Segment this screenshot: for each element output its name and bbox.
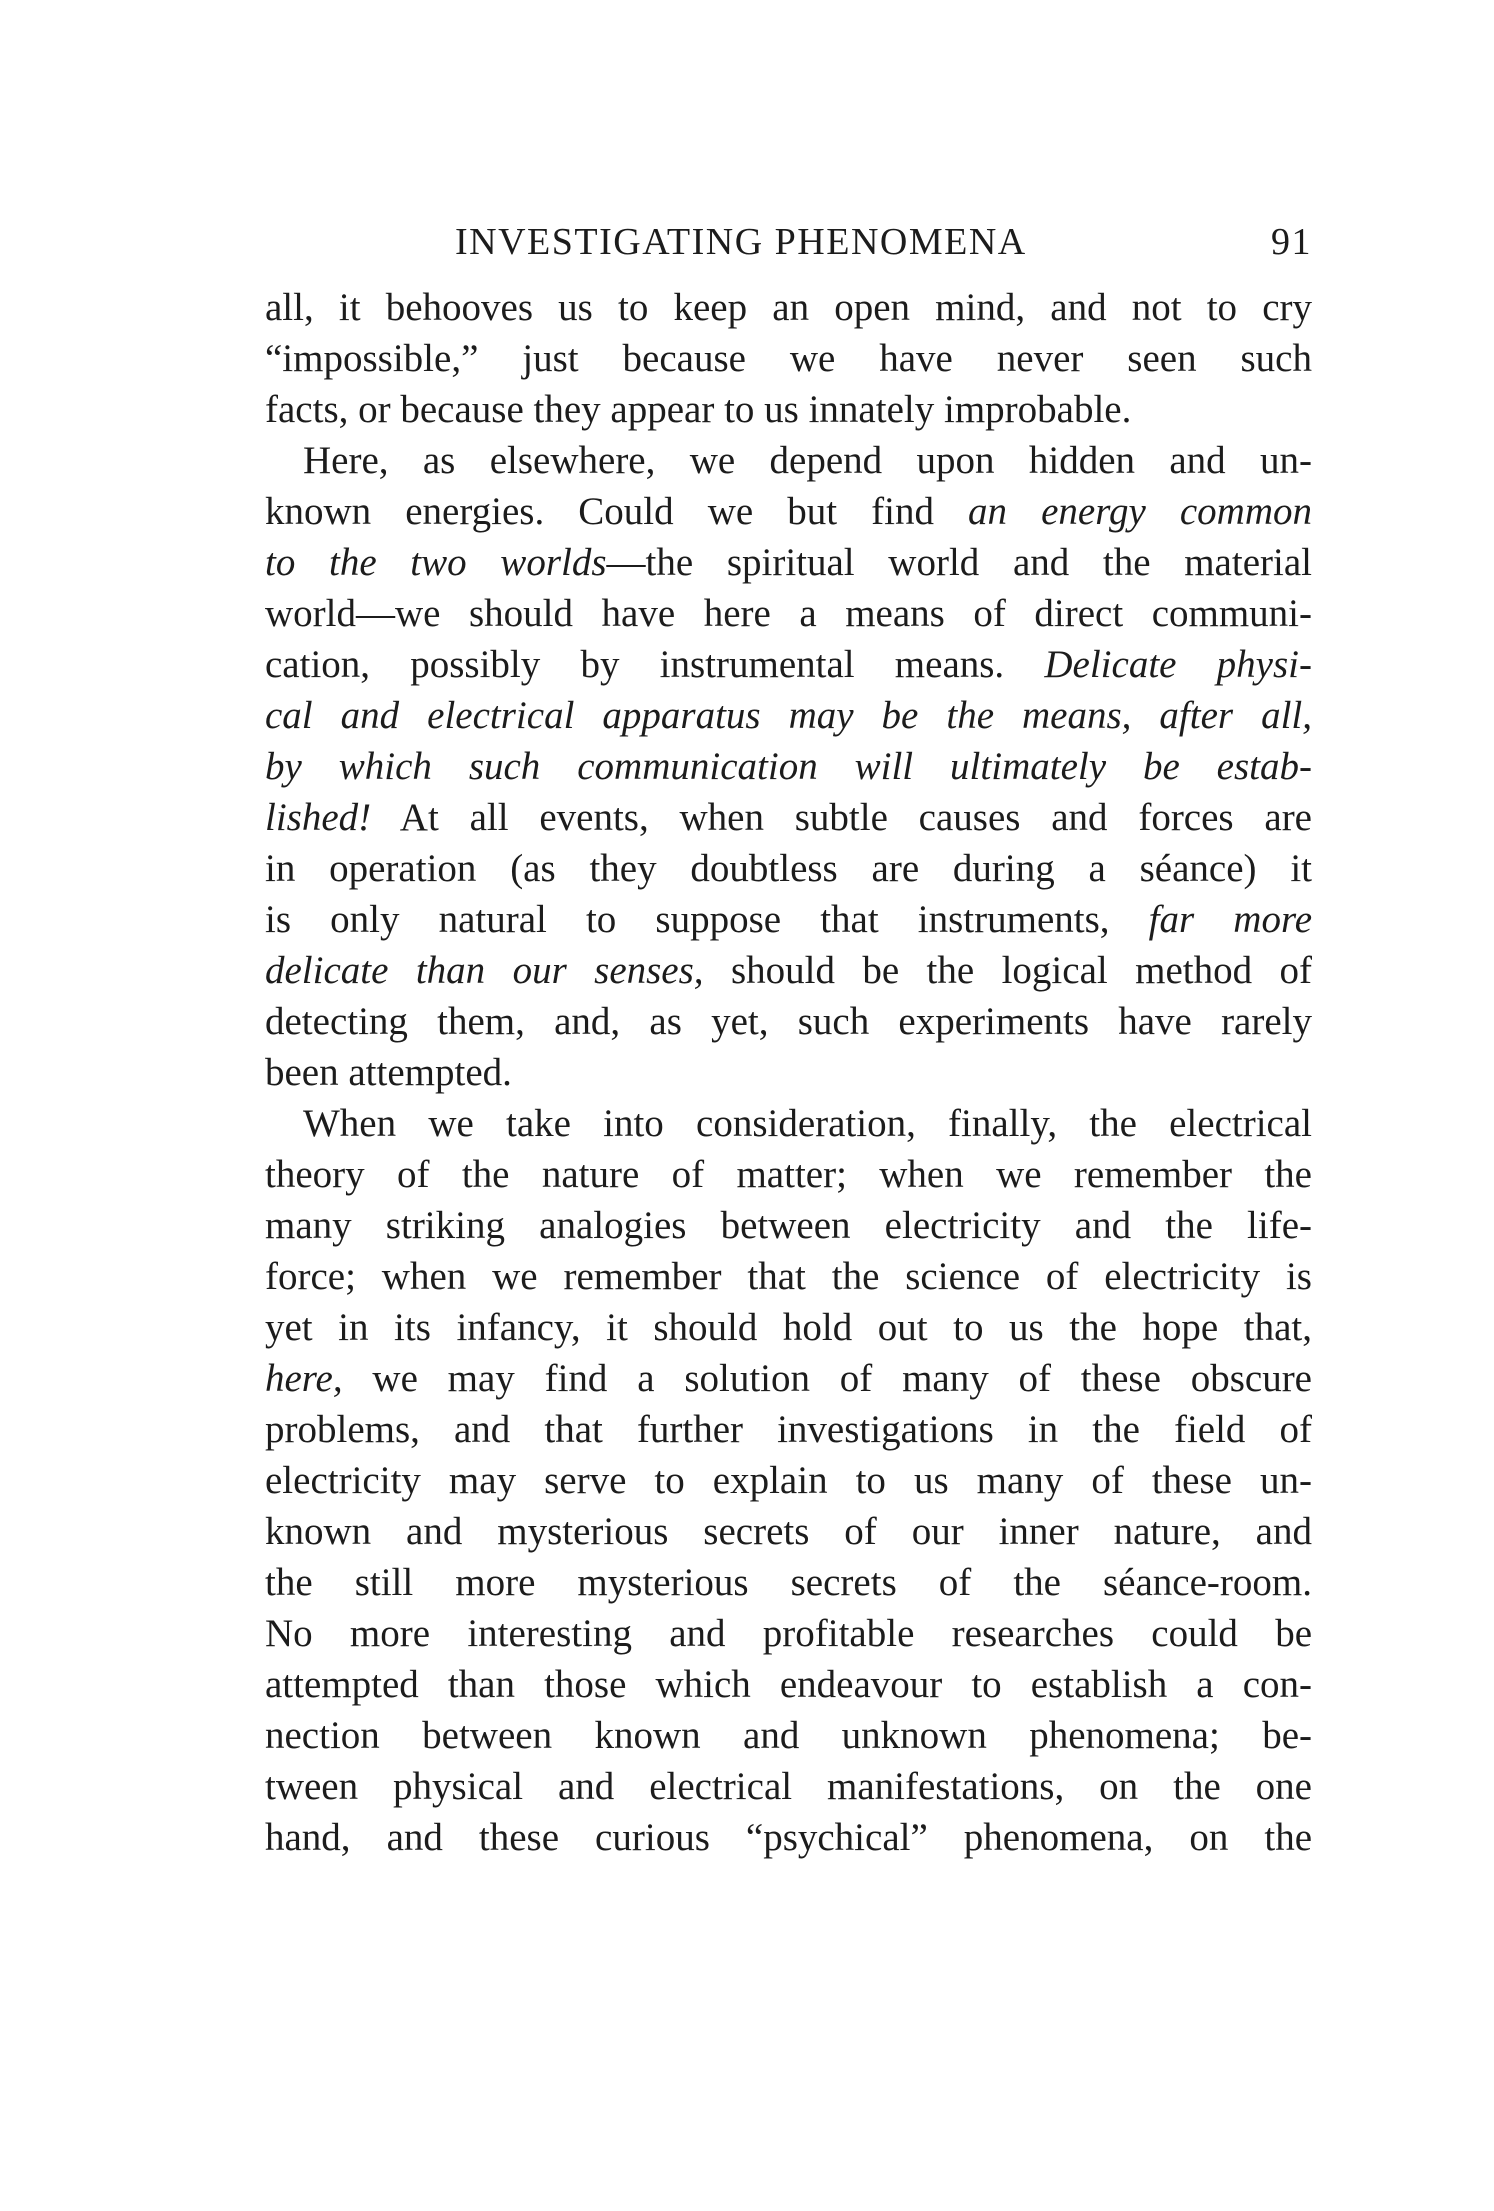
text-line bbox=[265, 1047, 1312, 1098]
text-line bbox=[265, 1302, 1312, 1353]
text-line bbox=[265, 894, 1312, 945]
text-segment: all, it behooves us to keep an open mind, and not to cry bbox=[265, 286, 1312, 329]
text-segment: Here, as elsewhere, we depend upon hidden and un- bbox=[303, 439, 1312, 482]
text-line bbox=[265, 333, 1312, 384]
text-segment: hand, and these curious “psychical” phenomena, on the bbox=[265, 1816, 1312, 1859]
text-segment: theory of the nature of matter; when we remember the bbox=[265, 1153, 1312, 1196]
text-segment: the still more mysterious secrets of the séance-room. bbox=[265, 1561, 1312, 1604]
italic-segment: delicate than our senses, bbox=[265, 949, 704, 992]
page-number: 91 bbox=[1271, 221, 1312, 263]
text-line bbox=[265, 996, 1312, 1047]
text-segment: cation, possibly by instrumental means. bbox=[265, 643, 1045, 686]
text-line bbox=[265, 1608, 1312, 1659]
italic-segment: Delicate physi- bbox=[1044, 643, 1312, 686]
text-segment: No more interesting and profitable researches could be bbox=[265, 1612, 1312, 1655]
text-line bbox=[265, 639, 1312, 690]
italic-segment: here, bbox=[265, 1357, 343, 1400]
text-segment: At all events, when subtle causes and forces are bbox=[371, 796, 1312, 839]
text-line bbox=[265, 1812, 1312, 1863]
text-segment: electricity may serve to explain to us many of these un- bbox=[265, 1459, 1312, 1502]
text-segment: tween physical and electrical manifestations, on the one bbox=[265, 1765, 1312, 1808]
text-line bbox=[265, 1506, 1312, 1557]
text-segment: “impossible,” just because we have never seen such bbox=[265, 337, 1312, 380]
text-segment: known energies. Could we but find bbox=[265, 490, 969, 533]
text-line bbox=[265, 1149, 1312, 1200]
text-line bbox=[265, 741, 1312, 792]
text-segment: detecting them, and, as yet, such experiments have rarely bbox=[265, 1000, 1312, 1043]
text-segment: in operation (as they doubtless are during a séance) it bbox=[265, 847, 1312, 890]
text-line bbox=[265, 282, 1312, 333]
text-line bbox=[265, 690, 1312, 741]
italic-segment: cal and electrical apparatus may be the means, after all, bbox=[265, 694, 1312, 737]
text-segment: we may find a solution of many of these obscure bbox=[342, 1357, 1312, 1400]
text-segment: When we take into consideration, finally, the electrical bbox=[303, 1102, 1312, 1145]
running-header bbox=[265, 212, 1312, 272]
italic-segment: to the two worlds bbox=[265, 541, 607, 584]
italic-segment: far more bbox=[1148, 898, 1313, 941]
text-line bbox=[265, 1710, 1312, 1761]
text-line bbox=[265, 1098, 1312, 1149]
text-line bbox=[265, 435, 1312, 486]
text-line bbox=[265, 1659, 1312, 1710]
text-line bbox=[265, 588, 1312, 639]
text-segment: —the spiritual world and the material bbox=[606, 541, 1312, 584]
text-segment: should be the logical method of bbox=[703, 949, 1312, 992]
text-line bbox=[265, 1404, 1312, 1455]
italic-segment: lished! bbox=[265, 796, 372, 839]
text-line bbox=[265, 537, 1312, 588]
text-line bbox=[265, 486, 1312, 537]
text-segment: known and mysterious secrets of our inner nature, and bbox=[265, 1510, 1312, 1553]
text-line bbox=[265, 945, 1312, 996]
text-segment: force; when we remember that the science of electricity is bbox=[265, 1255, 1312, 1298]
text-line bbox=[265, 384, 1312, 435]
text-segment: nection between known and unknown phenomena; be- bbox=[265, 1714, 1312, 1757]
text-line bbox=[265, 1455, 1312, 1506]
text-line bbox=[265, 1761, 1312, 1812]
body-text bbox=[265, 282, 1312, 1863]
text-segment: been attempted. bbox=[265, 1051, 512, 1094]
italic-segment: by which such communication will ultimately be estab- bbox=[265, 745, 1312, 788]
text-segment: attempted than those which endeavour to establish a con- bbox=[265, 1663, 1312, 1706]
running-title: INVESTIGATING PHENOMENA bbox=[455, 221, 1027, 263]
text-line bbox=[265, 1251, 1312, 1302]
text-line bbox=[265, 792, 1312, 843]
italic-segment: an energy common bbox=[968, 490, 1312, 533]
text-segment: facts, or because they appear to us innately improbable. bbox=[265, 388, 1132, 431]
text-segment: many striking analogies between electricity and the life- bbox=[265, 1204, 1312, 1247]
text-segment: world—we should have here a means of direct communi- bbox=[265, 592, 1312, 635]
text-segment: is only natural to suppose that instruments, bbox=[265, 898, 1149, 941]
text-line bbox=[265, 843, 1312, 894]
text-line bbox=[265, 1557, 1312, 1608]
text-line bbox=[265, 1353, 1312, 1404]
text-segment: yet in its infancy, it should hold out to us the hope that, bbox=[265, 1306, 1312, 1349]
text-line bbox=[265, 1200, 1312, 1251]
text-segment: problems, and that further investigations in the field of bbox=[265, 1408, 1312, 1451]
